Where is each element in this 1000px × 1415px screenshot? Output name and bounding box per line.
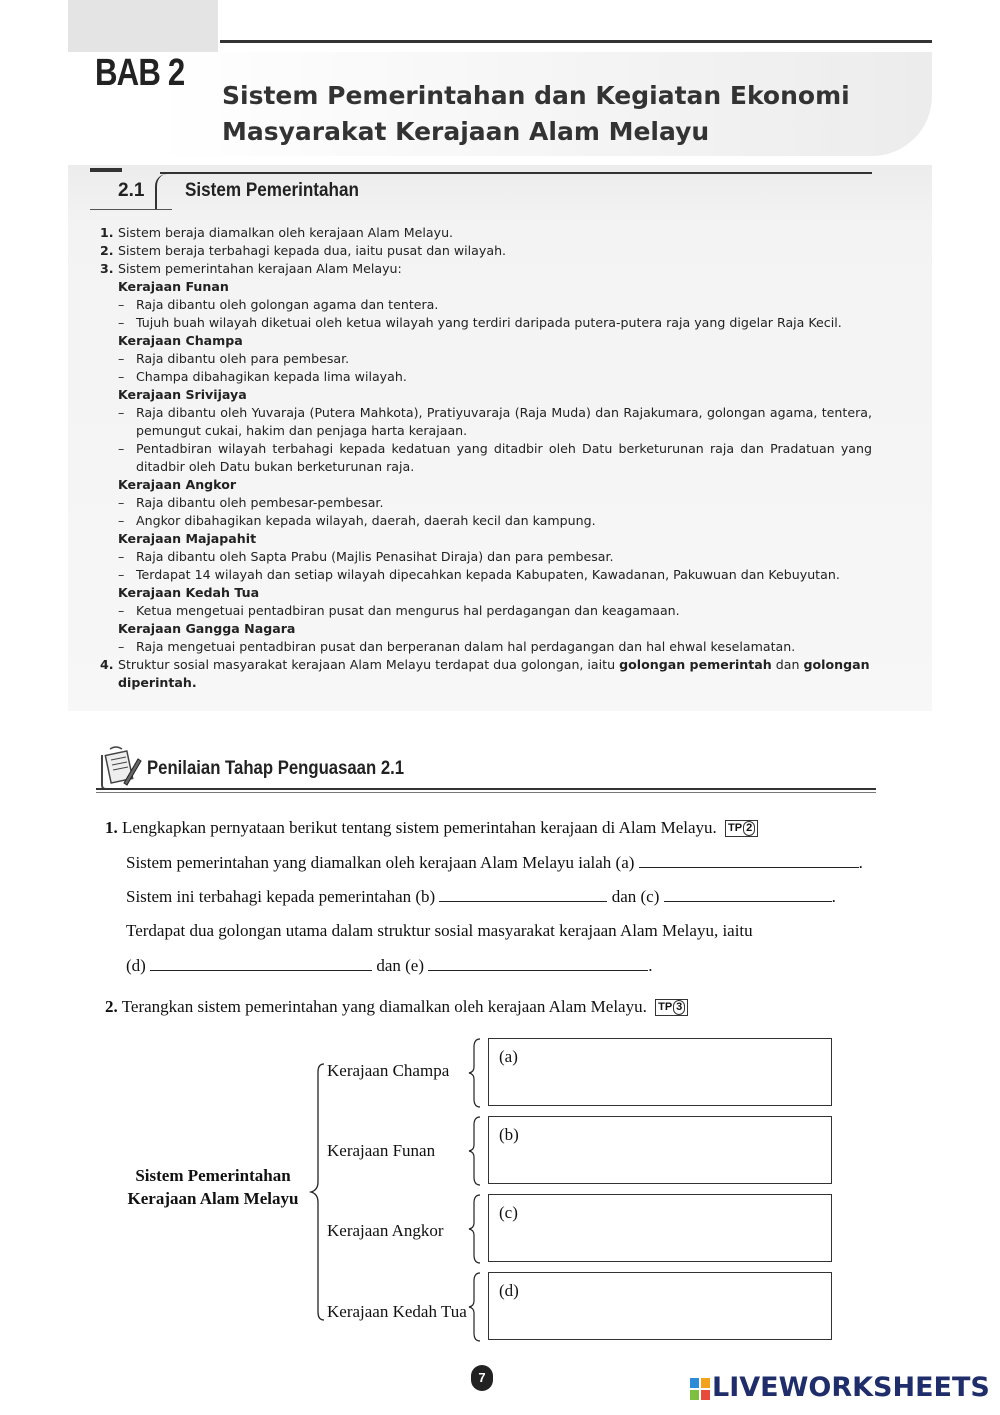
kingdom-heading: Kerajaan Angkor xyxy=(118,477,237,492)
answer-blank-e[interactable] xyxy=(428,970,648,971)
note-bullet: – Raja mengetuai pentadbiran pusat dan berperanan dalam hal perdagangan dan hal ehwal keselamatan. xyxy=(100,638,872,656)
answer-box-c[interactable] xyxy=(488,1194,832,1262)
kingdom-heading: Kerajaan Champa xyxy=(118,333,243,348)
diagram-root xyxy=(118,1164,308,1210)
question-1-line-c: Terdapat dua golongan utama dalam struktur sosial masyarakat kerajaan Alam Melayu, iaitu xyxy=(126,921,753,940)
assessment-rule-thin xyxy=(96,792,876,793)
answer-blank-c[interactable] xyxy=(664,901,832,902)
assessment-title: Penilaian Tahap Penguasaan 2.1 xyxy=(147,758,405,779)
kingdom-heading: Kerajaan Funan xyxy=(118,279,229,294)
small-brace xyxy=(466,1115,486,1187)
notepad-pencil-icon xyxy=(96,745,142,791)
chapter-label: BAB 2 xyxy=(95,52,185,94)
kingdom-heading: Kerajaan Kedah Tua xyxy=(118,585,260,600)
note-bullet: – Angkor dibahagikan kepada wilayah, daerah, daerah kecil dan kampung. xyxy=(100,512,872,530)
answer-box-label: (c) xyxy=(499,1203,518,1222)
branch-label: Kerajaan Angkor xyxy=(327,1221,444,1240)
answer-box-a[interactable] xyxy=(488,1038,832,1106)
note-bullet: – Pentadbiran wilayah terbahagi kepada kedatuan yang ditadbir oleh Datu berketurunan raja dan Pradatuan yang ditadbir oleh Datu bukan berketurunan raja. xyxy=(100,440,872,476)
section-number: 2.1 xyxy=(118,180,145,201)
answer-box-label: (a) xyxy=(499,1047,518,1066)
answer-box-b[interactable] xyxy=(488,1116,832,1184)
small-brace xyxy=(466,1193,486,1265)
note-bullet: – Tujuh buah wilayah diketuai oleh ketua wilayah yang terdiri daripada putera-putera raja yang digelar Raja Kecil. xyxy=(100,314,872,332)
small-brace xyxy=(466,1037,486,1109)
header-rule xyxy=(220,40,932,43)
question-1-line-d: (d) dan (e) . xyxy=(126,956,653,975)
notes-content xyxy=(100,224,872,692)
section-rule-accent xyxy=(90,168,122,172)
liveworksheets-brand[interactable]: LIVEWORKSHEETS xyxy=(712,1372,990,1403)
branch-label: Kerajaan Champa xyxy=(327,1061,450,1080)
note-bullet: – Raja dibantu oleh Sapta Prabu (Majlis Penasihat Diraja) dan para pembesar. xyxy=(100,548,872,566)
answer-box-d[interactable] xyxy=(488,1272,832,1340)
answer-box-label: (b) xyxy=(499,1125,519,1144)
question-1-line-b: Sistem ini terbahagi kepada pemerintahan (b) dan (c) . xyxy=(126,887,836,906)
branch-label: Kerajaan Funan xyxy=(327,1141,436,1160)
chapter-title xyxy=(222,78,862,150)
note-bullet: – Terdapat 14 wilayah dan setiap wilayah dipecahkan kepada Kabupaten, Kawadanan, Pakuwuan dan Kebuyutan. xyxy=(100,566,872,584)
answer-blank-a[interactable] xyxy=(639,867,859,868)
note-item: 4. Struktur sosial masyarakat kerajaan Alam Melayu terdapat dua golongan, iaitu golongan pemerintah dan golongan diperintah. xyxy=(100,657,870,690)
note-bullet: – Raja dibantu oleh Yuvaraja (Putera Mahkota), Pratiyuvaraja (Raja Muda) dan Rajakumara, golongan agama, tentera, pemungut cukai, hakim dan penjaga harta kerajaan. xyxy=(100,404,872,440)
note-bullet: – Raja dibantu oleh pembesar-pembesar. xyxy=(100,494,872,512)
note-bullet: – Raja dibantu oleh para pembesar. xyxy=(100,350,872,368)
note-item: 1. Sistem beraja diamalkan oleh kerajaan Alam Melayu. xyxy=(100,225,454,240)
question-2-prompt: 2. Terangkan sistem pemerintahan yang diamalkan oleh kerajaan Alam Melayu. TP 3 xyxy=(105,997,885,1017)
section-title: Sistem Pemerintahan xyxy=(185,180,359,201)
note-item: 3. Sistem pemerintahan kerajaan Alam Melayu: xyxy=(100,261,402,276)
tp-level-badge: TP 3 xyxy=(655,999,688,1016)
kingdom-heading: Kerajaan Gangga Nagara xyxy=(118,621,296,636)
diagram-root-line-1: Sistem Pemerintahan xyxy=(135,1166,291,1185)
liveworksheets-logo-icon xyxy=(690,1378,710,1400)
small-brace xyxy=(466,1271,486,1343)
section-number-underline xyxy=(90,209,172,210)
main-brace xyxy=(308,1060,338,1330)
chapter-title-line-1: Sistem Pemerintahan dan Kegiatan Ekonomi xyxy=(222,81,850,110)
section-divider xyxy=(155,174,171,210)
page-number: 7 xyxy=(471,1365,493,1391)
answer-box-label: (d) xyxy=(499,1281,519,1300)
question-1-line-a: Sistem pemerintahan yang diamalkan oleh kerajaan Alam Melayu ialah (a) . xyxy=(126,853,863,872)
kingdom-heading: Kerajaan Majapahit xyxy=(118,531,257,546)
tp-level-badge: TP 2 xyxy=(725,820,758,837)
chapter-title-line-2: Masyarakat Kerajaan Alam Melayu xyxy=(222,117,710,146)
diagram-root-line-2: Kerajaan Alam Melayu xyxy=(127,1189,299,1208)
answer-blank-b[interactable] xyxy=(439,901,607,902)
note-bullet: – Raja dibantu oleh golongan agama dan tentera. xyxy=(100,296,872,314)
note-bullet: – Champa dibahagikan kepada lima wilayah. xyxy=(100,368,872,386)
note-bullet: – Ketua mengetuai pentadbiran pusat dan mengurus hal perdagangan dan keagamaan. xyxy=(100,602,872,620)
assessment-rule xyxy=(96,788,876,790)
kingdom-heading: Kerajaan Srivijaya xyxy=(118,387,247,402)
note-item: 2. Sistem beraja terbahagi kepada dua, iaitu pusat dan wilayah. xyxy=(100,243,507,258)
answer-blank-d[interactable] xyxy=(150,970,372,971)
branch-label: Kerajaan Kedah Tua xyxy=(327,1302,467,1321)
section-rule xyxy=(160,172,872,174)
question-1-prompt: 1. Lengkapkan pernyataan berikut tentang sistem pemerintahan kerajaan di Alam Melayu. TP 2 xyxy=(105,818,885,838)
